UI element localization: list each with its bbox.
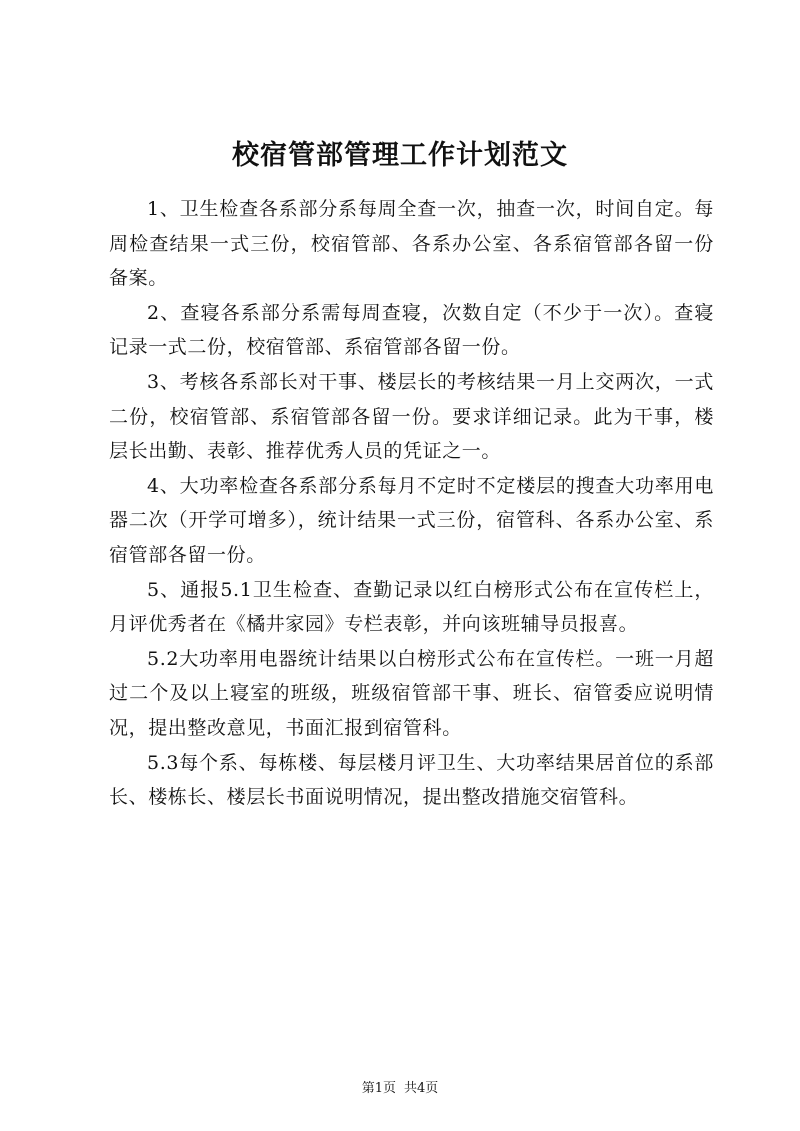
paragraph-5: 5、通报5.1卫生检查、查勤记录以红白榜形式公布在宣传栏上，月评优秀者在《橘井家园》专栏表彰，并向该班辅导员报喜。 xyxy=(109,578,714,636)
page-footer xyxy=(0,1080,800,1098)
paragraph-2: 2、查寝各系部分系需每周查寝，次数自定（不少于一次）。查寝记录一式二份，校宿管部、系宿管部各留一份。 xyxy=(109,301,714,359)
paragraph-4: 4、大功率检查各系部分系每月不定时不定楼层的搜查大功率用电器二次（开学可增多），统计结果一式三份，宿管科、各系办公室、系宿管部各留一份。 xyxy=(109,474,714,566)
page-number: 第1页 xyxy=(361,1081,396,1096)
page-total: 共4页 xyxy=(404,1081,439,1096)
document-body xyxy=(109,192,714,815)
paragraph-6: 5.2大功率用电器统计结果以白榜形式公布在宣传栏。一班一月超过二个及以上寝室的班级，班级宿管部干事、班长、宿管委应说明情况，提出整改意见，书面汇报到宿管科。 xyxy=(109,647,714,739)
paragraph-7: 5.3每个系、每栋楼、每层楼月评卫生、大功率结果居首位的系部长、楼栋长、楼层长书面说明情况，提出整改措施交宿管科。 xyxy=(109,751,714,809)
document-title: 校宿管部管理工作计划范文 xyxy=(232,140,568,171)
paragraph-1: 1、卫生检查各系部分系每周全查一次，抽查一次，时间自定。每周检查结果一式三份，校宿管部、各系办公室、各系宿管部各留一份备案。 xyxy=(109,198,714,290)
paragraph-3: 3、考核各系部长对干事、楼层长的考核结果一月上交两次，一式二份，校宿管部、系宿管部各留一份。要求详细记录。此为干事，楼层长出勤、表彰、推荐优秀人员的凭证之一。 xyxy=(109,370,714,463)
